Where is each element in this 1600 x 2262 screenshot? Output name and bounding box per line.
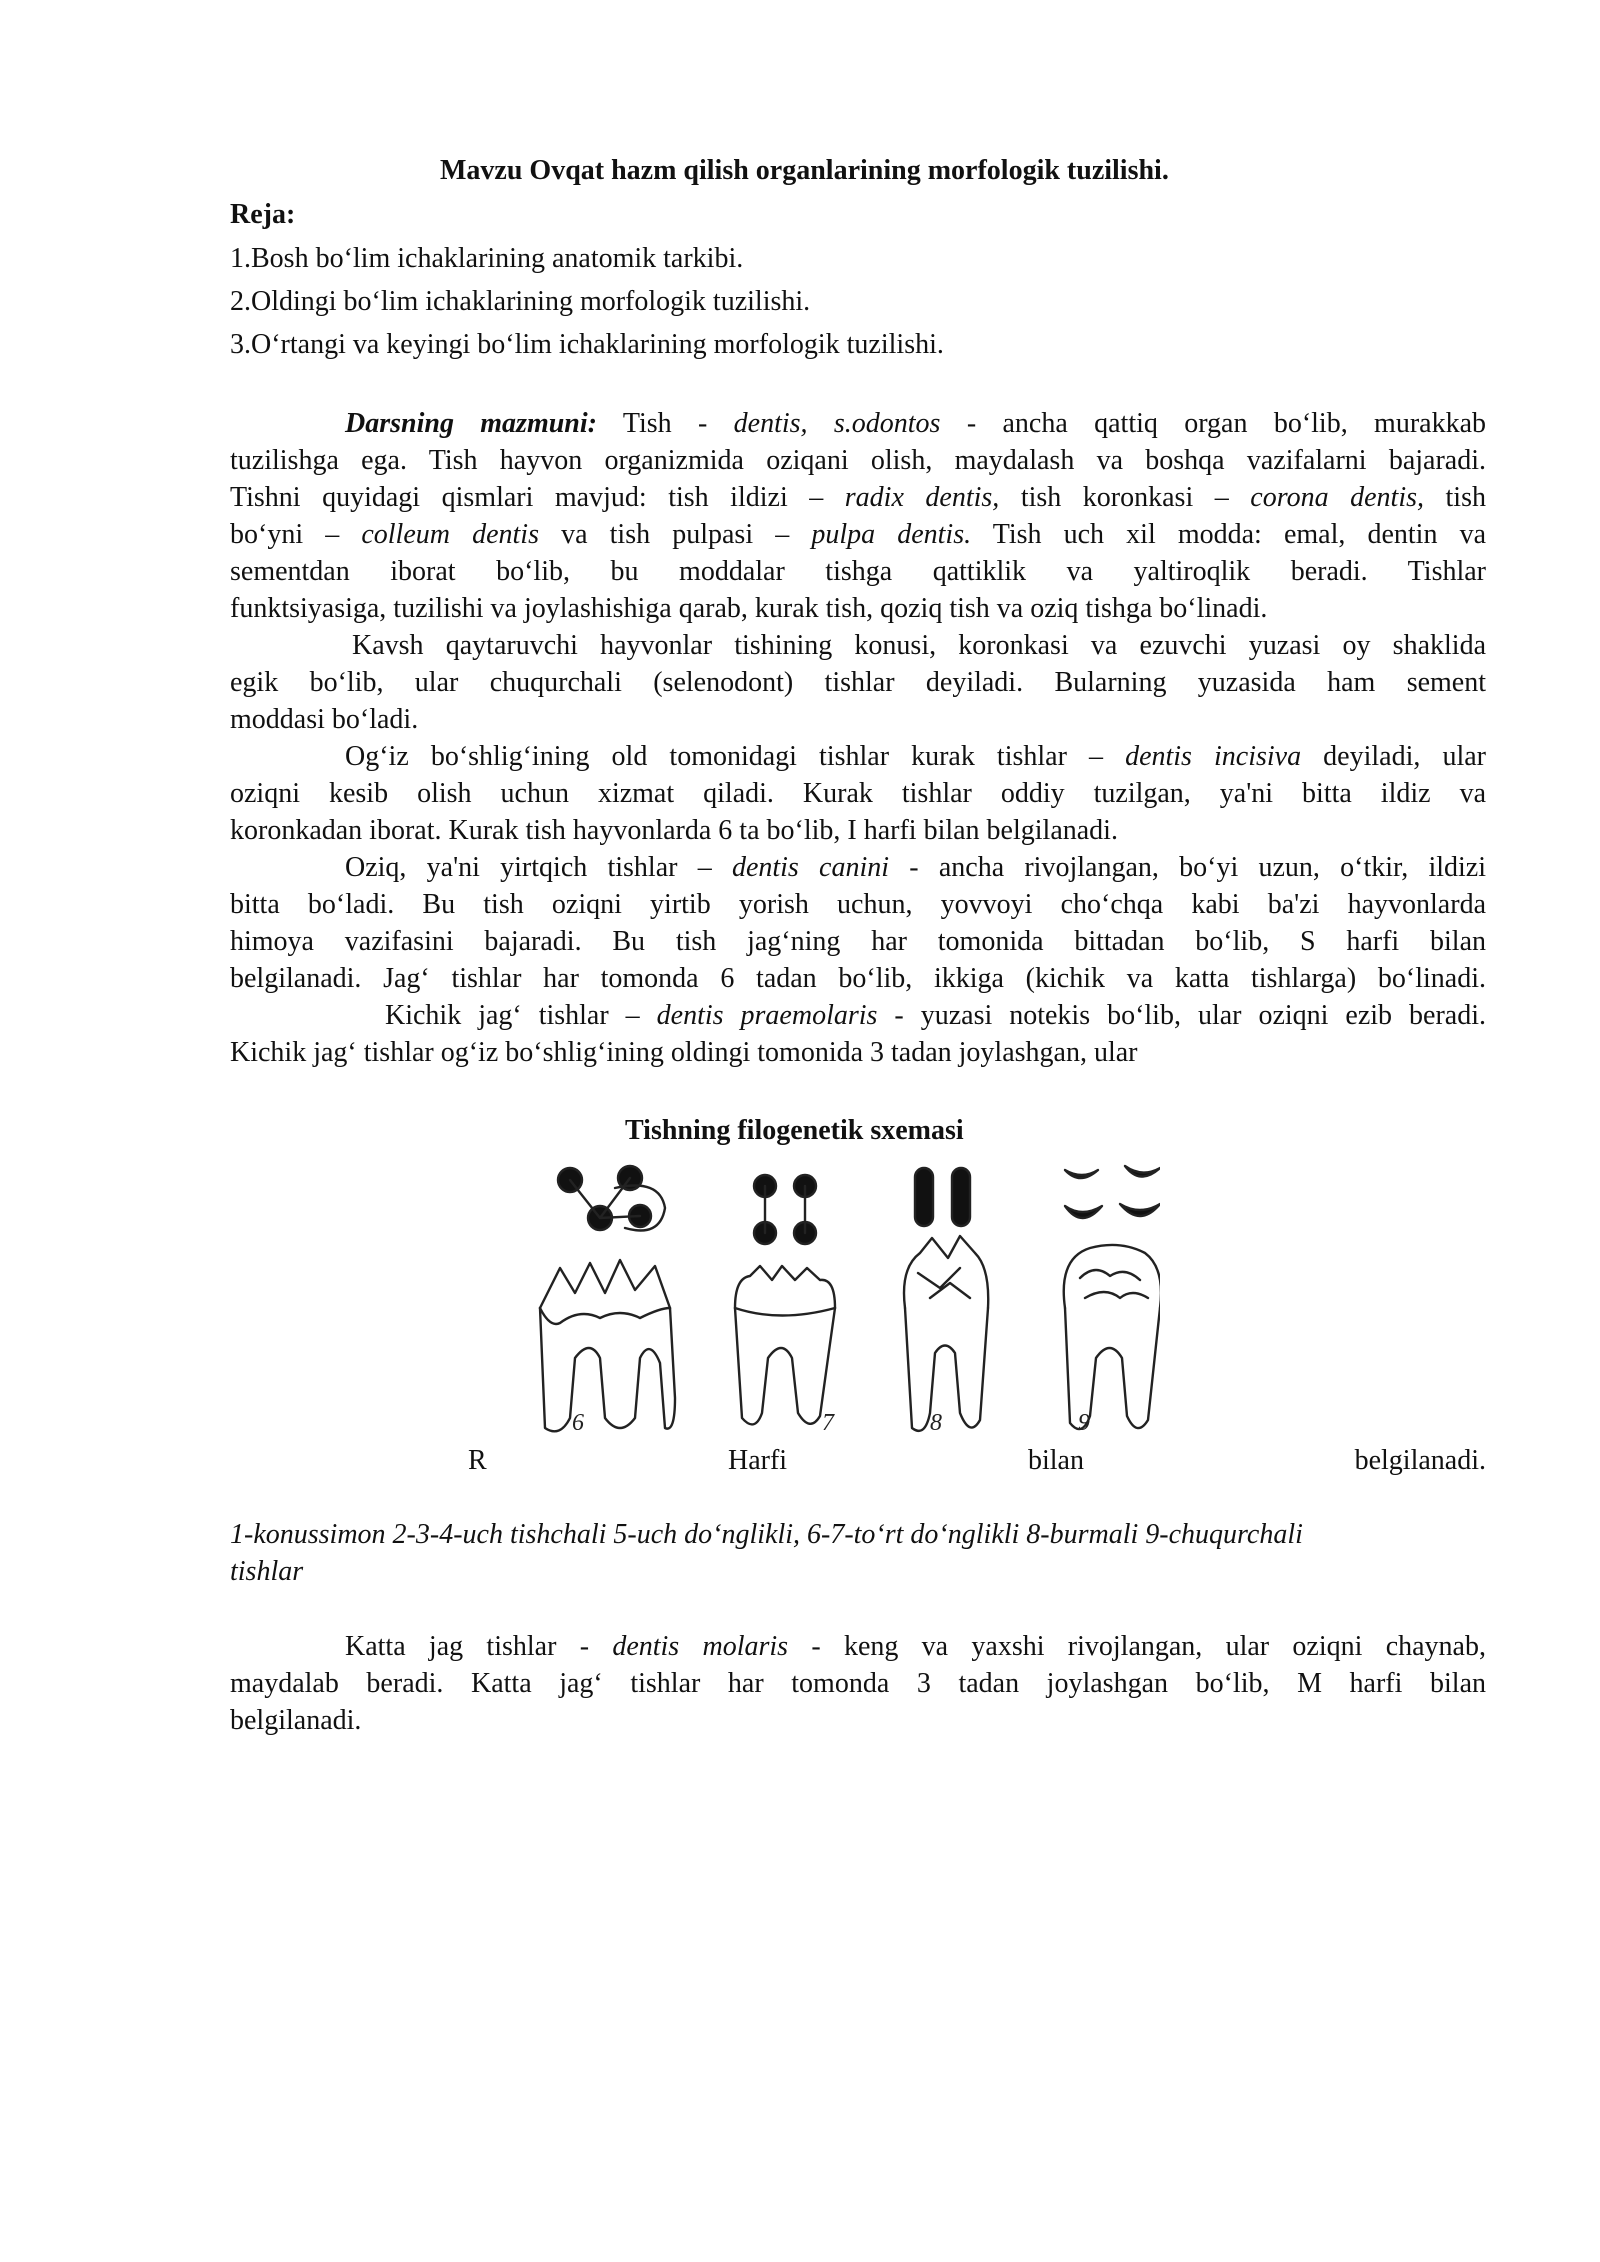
paragraph-line: tuzilishga ega. Tish hayvon organizmida oziqani olish, maydalash va boshqa vazifalarni bajaradi. [230,445,1486,476]
paragraph-line: Katta jag tishlar - dentis molaris - keng va yaxshi rivojlangan, ular oziqni chaynab, [345,1631,1486,1662]
paragraph-line: oziqni kesib olish uchun xizmat qiladi. Kurak tishlar oddiy tuzilgan, ya'ni bitta ildiz va [230,778,1486,809]
cusp-pattern-6 [558,1166,665,1231]
paragraph-line: egik bo‘lib, ular chuqurchali (selenodont) tishlar deyiladi. Bularning yuzasida ham sement [230,667,1486,698]
r-word: belgilanadi. [1354,1445,1486,1476]
tooth-drawing-8 [904,1236,988,1431]
figure-label-7: 7 [822,1410,834,1436]
figure-label-8: 8 [930,1410,942,1436]
paragraph-line: himoya vazifasini bajaradi. Bu tish jag‘ning har tomonida bittadan bo‘lib, S harfi bilan [230,926,1486,957]
paragraph-line: funktsiyasiga, tuzilishi va joylashishiga qarab, kurak tish, qoziq tish va oziq tishga bo‘linadi. [230,593,1268,624]
paragraph-line: bo‘yni – colleum dentis va tish pulpasi – pulpa dentis. Tish uch xil modda: emal, dentin va [230,519,1486,550]
plan-item: 2.Oldingi bo‘lim ichaklarining morfologik tuzilishi. [230,286,811,317]
cusp-pattern-7 [754,1175,816,1244]
paragraph-line: Tishni quyidagi qismlari mavjud: tish ildizi – radix dentis, tish koronkasi – corona dentis, tish [230,482,1486,513]
paragraph-line: maydalab beradi. Katta jag‘ tishlar har tomonda 3 tadan joylashgan bo‘lib, M harfi bilan [230,1668,1486,1699]
paragraph-line: Oziq, ya'ni yirtqich tishlar – dentis canini - ancha rivojlangan, bo‘yi uzun, o‘tkir, ildizi [345,852,1486,883]
tooth-drawing-7 [735,1266,835,1424]
figure-label-6: 6 [572,1410,584,1436]
tooth-drawing-9 [1064,1245,1160,1429]
r-word: R [468,1445,487,1476]
paragraph-line: Og‘iz bo‘shlig‘ining old tomonidagi tishlar kurak tishlar – dentis incisiva deyiladi, ular [345,741,1486,772]
cusp-pattern-8 [915,1168,970,1226]
figure-caption: tishlar [230,1556,304,1587]
r-word: Harfi [728,1445,788,1476]
paragraph-line: Kichik jag‘ tishlar – dentis praemolaris - yuzasi notekis bo‘lib, ular oziqni ezib beradi. [385,1000,1487,1031]
plan-heading: Reja: [230,199,296,230]
tooth-phylogeny-figure [520,1158,1160,1438]
paragraph-line: koronkadan iborat. Kurak tish hayvonlarda 6 ta bo‘lib, I harfi bilan belgilanadi. [230,815,1118,846]
paragraph-line: sementdan iborat bo‘lib, bu moddalar tishga qattiklik va yaltiroqlik beradi. Tishlar [230,556,1486,587]
r-word: bilan [1028,1445,1084,1476]
plan-item: 1.Bosh bo‘lim ichaklarining anatomik tarkibi. [230,243,744,274]
paragraph-line: bitta bo‘ladi. Bu tish oziqni yirtib yorish uchun, yovvoyi cho‘chqa kabi ba'zi hayvonlarda [230,889,1486,920]
plan-item: 3.O‘rtangi va keyingi bo‘lim ichaklarining morfologik tuzilishi. [230,329,944,360]
paragraph-line: Kichik jag‘ tishlar og‘iz bo‘shlig‘ining oldingi tomonida 3 tadan joylashgan, ular [230,1037,1138,1068]
paragraph-line: belgilanadi. Jag‘ tishlar har tomonda 6 tadan bo‘lib, ikkiga (kichik va katta tishlarga) bo‘linadi. [230,963,1486,994]
paragraph-line: belgilanadi. [230,1705,362,1736]
figure-title: Tishning filogenetik sxemasi [625,1115,964,1146]
figure-caption: 1-konussimon 2-3-4-uch tishchali 5-uch do‘nglikli, 6-7-to‘rt do‘nglikli 8-burmali 9-chuqurchali [230,1519,1303,1550]
page-title: Mavzu Ovqat hazm qilish organlarining morfologik tuzilishi. [440,155,1169,186]
tooth-drawing-6 [540,1260,675,1431]
cusp-pattern-9 [1065,1166,1160,1218]
figure-label-9: 9 [1078,1410,1090,1436]
paragraph-line: moddasi bo‘ladi. [230,704,419,735]
paragraph-line: Kavsh qaytaruvchi hayvonlar tishining konusi, koronkasi va ezuvchi yuzasi oy shaklida [352,630,1486,661]
paragraph-line: Darsning mazmuni: Tish - dentis, s.odontos - ancha qattiq organ bo‘lib, murakkab [345,408,1487,439]
